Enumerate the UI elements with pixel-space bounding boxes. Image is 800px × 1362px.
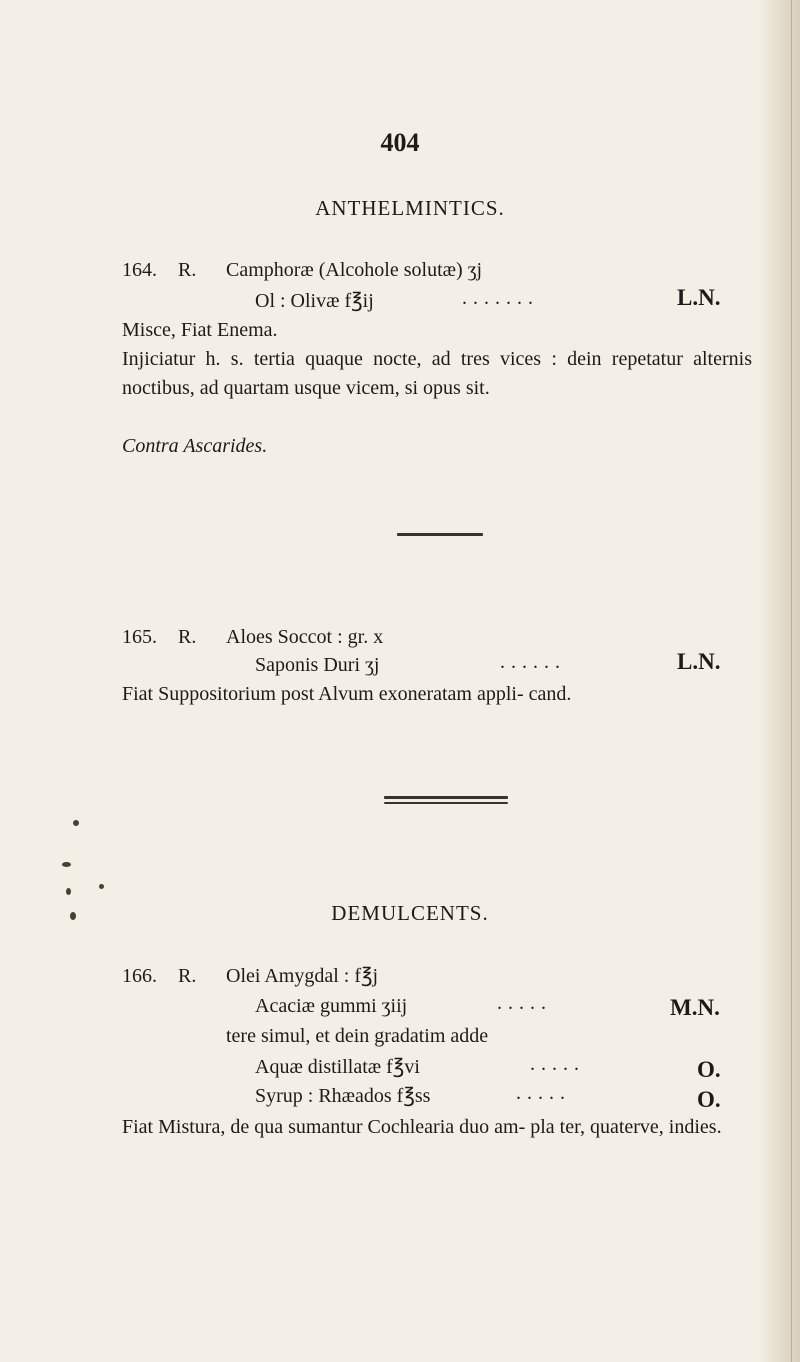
source-mark: L.N.: [677, 649, 721, 674]
ink-speck: [62, 862, 71, 867]
ink-speck: [66, 888, 71, 895]
source-mark: L.N.: [677, 285, 721, 310]
ingredient: Aloes Soccot : gr. x: [226, 626, 384, 648]
recipe-symbol: R.: [178, 626, 197, 648]
leader-dots: .....: [497, 992, 552, 1014]
recipe-symbol: R.: [178, 965, 197, 987]
ink-speck: [99, 884, 104, 889]
ingredient: Acaciæ gummi ʒiij: [255, 995, 408, 1017]
recipe-instructions: Fiat Suppositorium post Alvum exoneratam appli- cand.: [122, 683, 572, 705]
separator-rule: [397, 533, 483, 536]
double-rule-bottom: [384, 802, 508, 804]
source-mark: M.N.: [670, 995, 720, 1020]
section-title-demulcents: DEMULCENTS.: [331, 901, 489, 925]
leader-dots: .....: [516, 1082, 571, 1104]
recipe-direction: tere simul, et dein gradatim adde: [226, 1025, 489, 1047]
leader-dots: .....: [530, 1053, 585, 1075]
section-title-anthelmintics: ANTHELMINTICS.: [315, 196, 505, 220]
recipe-symbol: R.: [178, 259, 197, 281]
ingredient: Aquæ distillatæ f℥vi: [255, 1056, 420, 1078]
ingredient: Camphoræ (Alcohole solutæ) ʒj: [226, 259, 483, 281]
page-number: 404: [380, 128, 420, 157]
source-mark: O.: [697, 1057, 721, 1082]
recipe-direction: Misce, Fiat Enema.: [122, 319, 278, 341]
ingredient: Saponis Duri ʒj: [255, 654, 380, 676]
ink-speck: [73, 820, 79, 826]
recipe-number: 165.: [122, 626, 157, 648]
source-mark: O.: [697, 1087, 721, 1112]
double-rule-top: [384, 796, 508, 799]
recipe-number: 166.: [122, 965, 157, 987]
ink-speck: [70, 912, 76, 920]
recipe-instructions: Fiat Mistura, de qua sumantur Cochlearia duo am- pla ter, quaterve, indies.: [122, 1116, 722, 1138]
recipe-instructions: Injiciatur h. s. tertia quaque nocte, ad tres vices : dein repetatur alternis noctibus, ad quartam usque vicem, si opus sit.: [122, 348, 752, 399]
leader-dots: .......: [462, 287, 539, 309]
ingredient: Ol : Olivæ f℥ij: [255, 290, 374, 312]
ingredient: Olei Amygdal : f℥j: [226, 965, 379, 987]
recipe-use: Contra Ascarides.: [122, 435, 268, 457]
ingredient: Syrup : Rhæados f℥ss: [255, 1085, 431, 1107]
leader-dots: ......: [500, 651, 566, 673]
recipe-number: 164.: [122, 259, 157, 281]
